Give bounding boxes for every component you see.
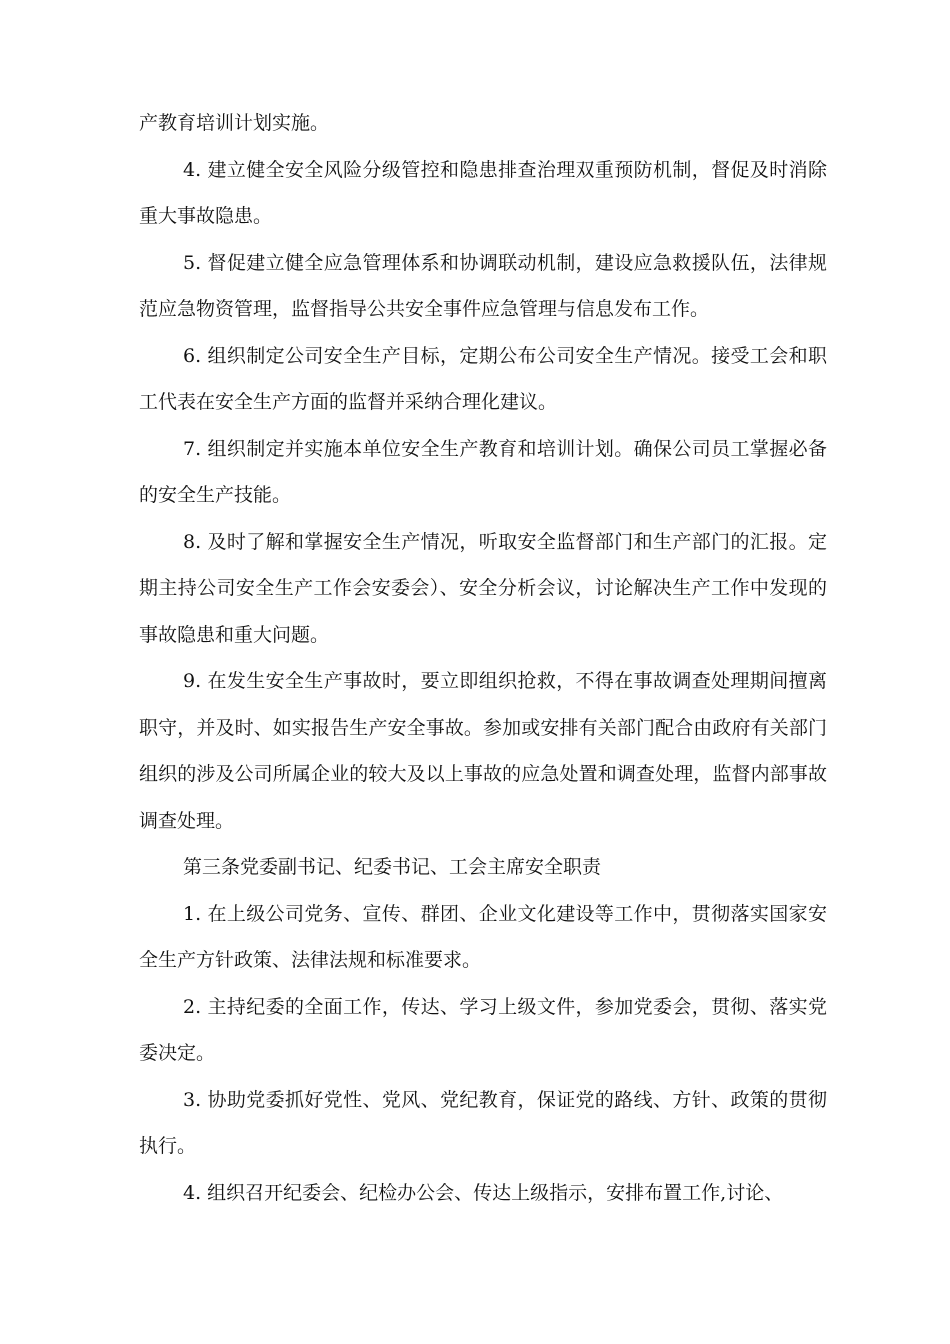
section-heading-article-3: 第三条党委副书记、纪委书记、工会主席安全职责 [183, 856, 602, 878]
paragraph-item-5: 5. 督促建立健全应急管理体系和协调联动机制，建设应急救援队伍，法律规范应急物资管理，监督指导公共安全事件应急管理与信息发布工作。 [139, 251, 827, 320]
paragraph-item-1: 1. 在上级公司党务、宣传、群团、企业文化建设等工作中，贯彻落实国家安全生产方针政策、法律法规和标准要求。 [139, 902, 827, 971]
paragraph-item-8: 8. 及时了解和掌握安全生产情况，听取安全监督部门和生产部门的汇报。定期主持公司安全生产工作会安委会）、安全分析会议，讨论解决生产工作中发现的事故隐患和重大问题。 [139, 530, 827, 646]
paragraph-item-9: 9. 在发生安全生产事故时，要立即组织抢救，不得在事故调查处理期间擅离职守，并及时、如实报告生产安全事故。参加或安排有关部门配合由政府有关部门组织的涉及公司所属企业的较大及以上事故的应急处置和调查处理，监督内部事故调查处理。 [139, 670, 827, 832]
paragraph-item-3: 3. 协助党委抓好党性、党风、党纪教育，保证党的路线、方针、政策的贯彻执行。 [139, 1088, 827, 1157]
document-page [139, 100, 827, 1216]
paragraph-item-7: 7. 组织制定并实施本单位安全生产教育和培训计划。确保公司员工掌握必备的安全生产技能。 [139, 437, 827, 506]
paragraph-item-4: 4. 建立健全安全风险分级管控和隐患排查治理双重预防机制，督促及时消除重大事故隐患。 [139, 158, 827, 227]
paragraph-item-2: 2. 主持纪委的全面工作，传达、学习上级文件，参加党委会，贯彻、落实党委决定。 [139, 995, 827, 1064]
paragraph-item-4-cont: 4. 组织召开纪委会、纪检办公会、传达上级指示，安排布置工作,讨论、 [183, 1181, 784, 1204]
paragraph-continuation: 产教育培训计划实施。 [139, 112, 330, 134]
paragraph-item-6: 6. 组织制定公司安全生产目标，定期公布公司安全生产情况。接受工会和职工代表在安全生产方面的监督并采纳合理化建议。 [139, 344, 827, 413]
